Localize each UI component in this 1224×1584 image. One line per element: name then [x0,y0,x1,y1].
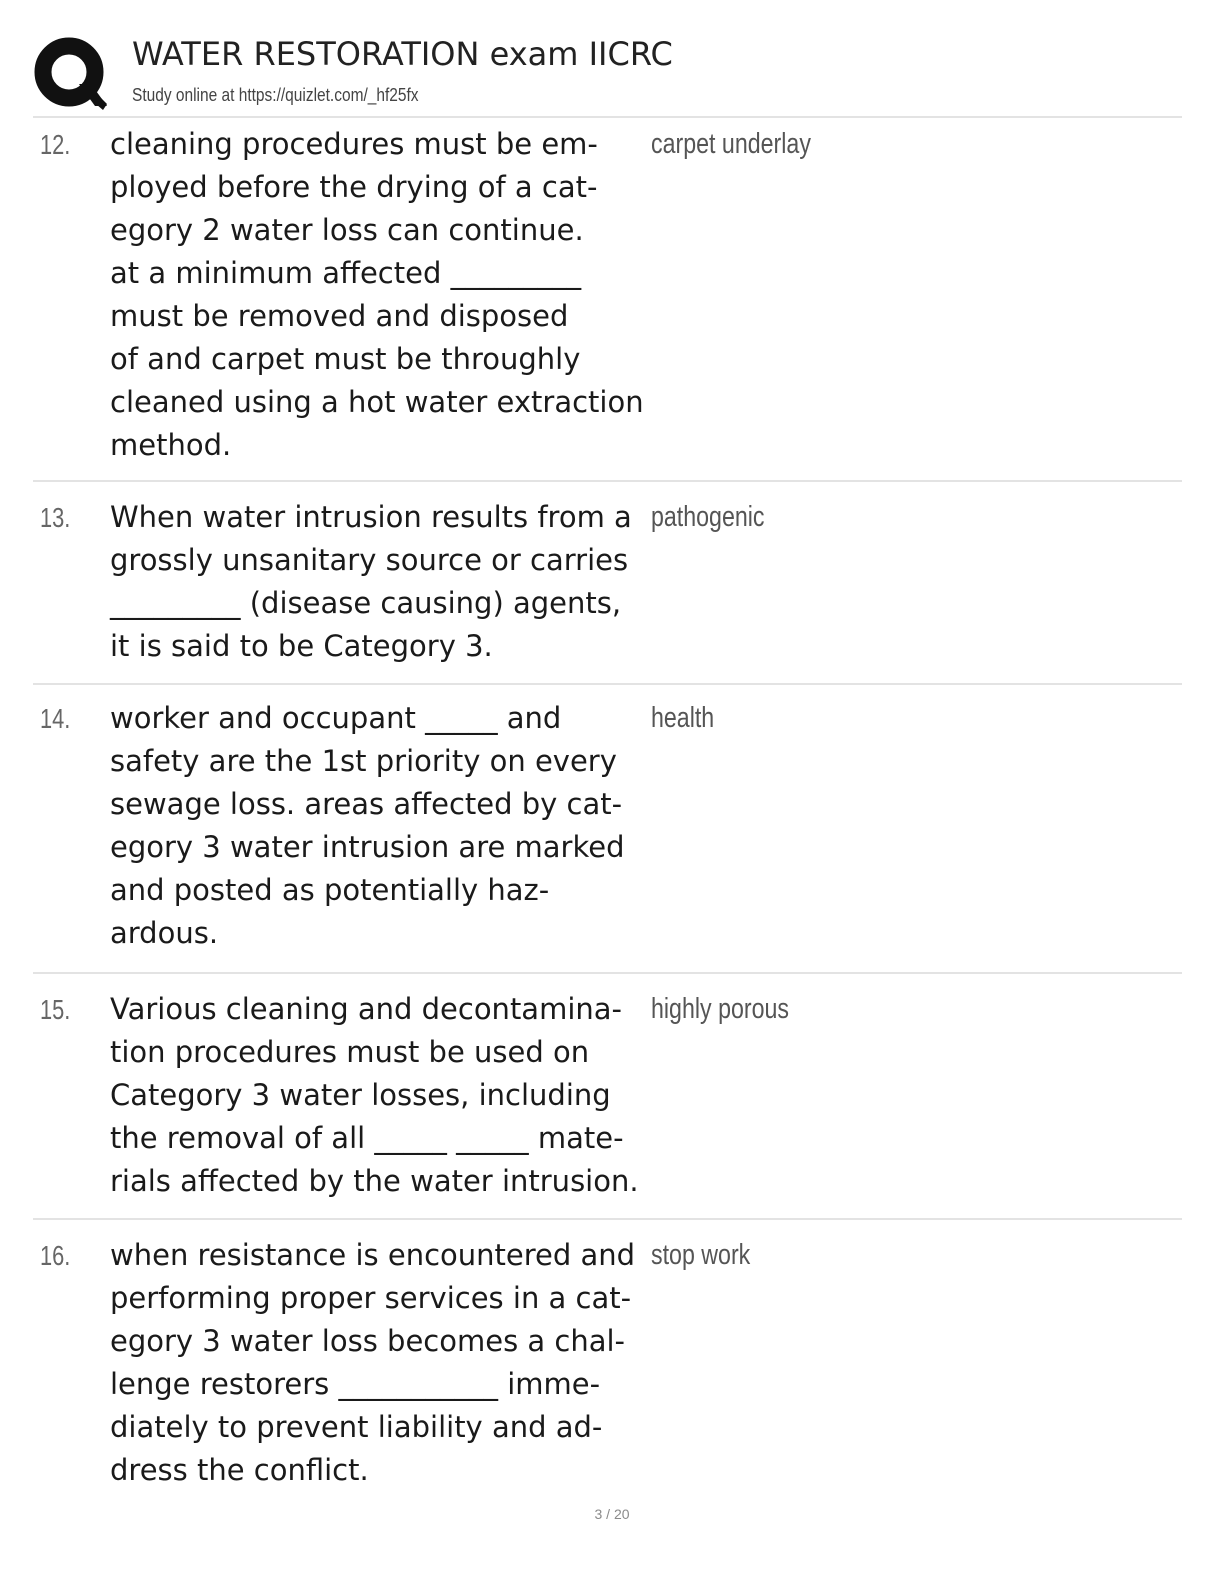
page-title: WATER RESTORATION exam IICRC [132,35,673,73]
card-term [110,496,650,668]
flashcard-list [0,118,1224,1510]
card-definition: stop work [651,1239,751,1271]
term-line: it is said to be Category 3. [110,629,493,663]
term-line: sewage loss. areas affected by cat- [110,787,623,821]
term-line: method. [110,428,232,462]
term-line: the removal of all _____ _____ mate- [110,1121,624,1155]
term-line: egory 2 water loss can continue. [110,213,584,247]
term-line: at a minimum affected _________ [110,256,582,290]
term-line: safety are the 1st priority on every [110,744,617,778]
term-line: When water intrusion results from a [110,500,632,534]
card-number: 16. [40,1240,71,1271]
term-line: Category 3 water losses, including [110,1078,611,1112]
term-line: must be removed and disposed [110,299,569,333]
study-online-link: Study online at https://quizlet.com/_hf25fx [132,85,419,105]
term-line: and posted as potentially haz- [110,873,550,907]
card-term [110,697,650,955]
card-term [110,123,650,467]
card-definition: pathogenic [651,501,765,533]
term-line: egory 3 water loss becomes a chal- [110,1324,626,1358]
term-line: Various cleaning and decontamina- [110,992,623,1026]
term-line: diately to prevent liability and ad- [110,1410,603,1444]
term-line: rials affected by the water intrusion. [110,1164,639,1198]
flashcard-row [0,1220,1224,1510]
flashcard-row [0,685,1224,974]
page-header [0,0,1224,118]
page-number: 3 / 20 [594,1506,630,1522]
term-line: grossly unsanitary source or carries [110,543,629,577]
card-definition: carpet underlay [651,128,811,160]
term-line: of and carpet must be throughly [110,342,581,376]
card-number: 15. [40,994,71,1025]
flashcard-row [0,482,1224,685]
term-line: lenge restorers ___________ imme- [110,1367,601,1401]
card-number: 12. [40,129,71,160]
card-definition: highly porous [651,993,789,1025]
card-definition: health [651,702,715,734]
term-line: when resistance is encountered and [110,1238,636,1272]
card-term [110,1234,650,1492]
flashcard-row [0,974,1224,1220]
term-line: ployed before the drying of a cat- [110,170,598,204]
card-number: 14. [40,703,71,734]
term-line: tion procedures must be used on [110,1035,590,1069]
term-line: cleaned using a hot water extraction [110,385,644,419]
card-term [110,988,650,1203]
term-line: ardous. [110,916,219,950]
term-line: dress the conflict. [110,1453,369,1487]
term-line: cleaning procedures must be em- [110,127,598,161]
term-line: performing proper services in a cat- [110,1281,632,1315]
quizlet-logo-icon [33,36,109,112]
card-number: 13. [40,502,71,533]
term-line: worker and occupant _____ and [110,701,562,735]
term-line: egory 3 water intrusion are marked [110,830,625,864]
flashcard-row [0,118,1224,482]
term-line: _________ (disease causing) agents, [110,586,622,620]
